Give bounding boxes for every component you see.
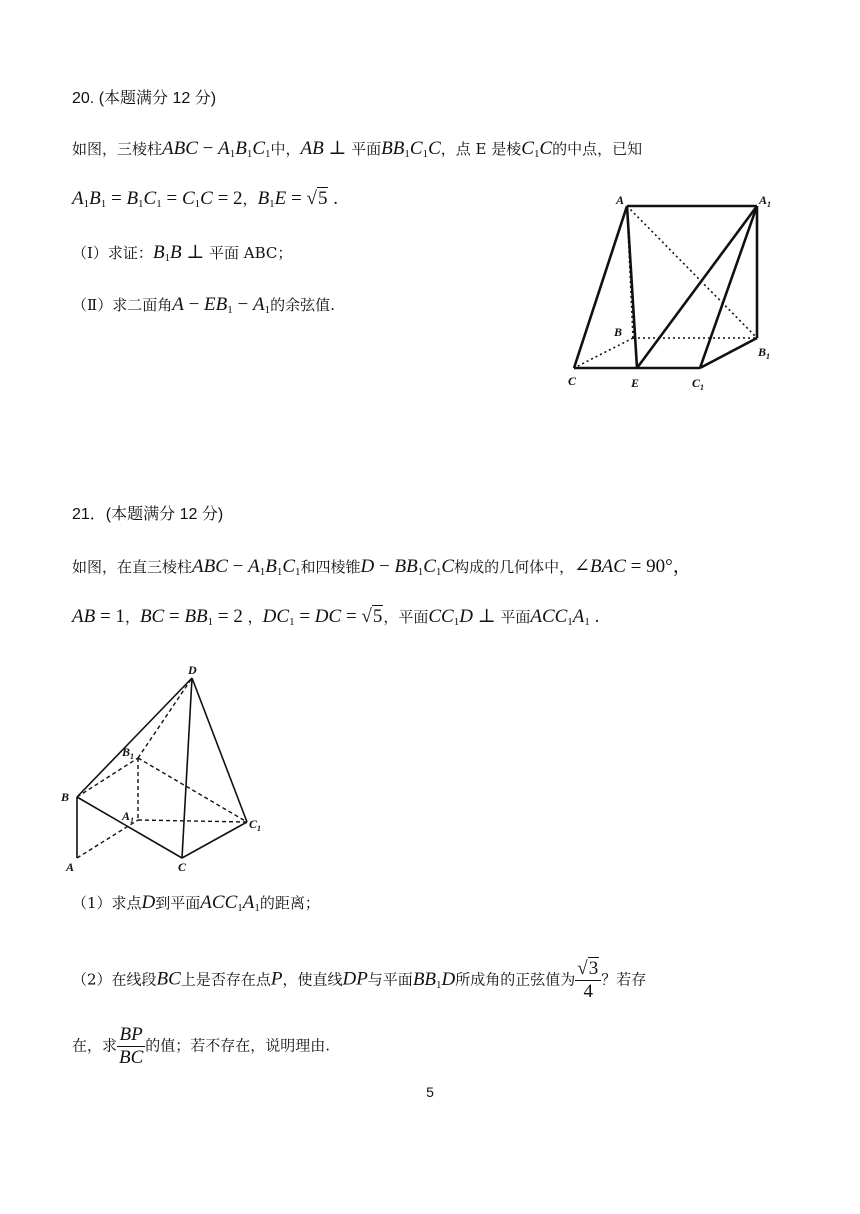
label-D: D [188,663,197,677]
q20-intro: 如图，三棱柱ABC − $A_1B_1C_1$中，AB ⊥ 平面$BB_1C_1C$，点 E 是棱$C_1C$的中点，已知 [72,138,643,160]
label-C: C [568,374,577,388]
label-E: E [631,376,640,390]
label-A: A [616,193,625,207]
label-C: C [178,860,187,874]
q21-part2: （2）在线段BC上是否存在点P，使直线DP与平面$BB_1D$所成角的正弦值为 $\frac{√3}{4}$ ？若存 [72,958,647,1002]
label-A1: $A_1$ [759,193,772,209]
q21-vertex-labels [60,663,261,874]
q20-header: 20. (本题满分 12 分) [72,90,217,107]
q21-part2-cont: 在，求 $\frac{BP}{BC}$ 的值；若不存在，说明理由. [72,1024,331,1068]
label-C1: $C_1$ [692,376,705,392]
label-C1: $C_1$ [249,817,262,833]
label-B: B [61,790,70,804]
q21-intro: 如图，在直三棱柱ABC − $A_1B_1C_1$和四棱锥$D - BB_1C_1C$构成的几何体中，∠BAC = 90°， [72,556,692,578]
sqrt3-over-4-fraction: $\frac{√3}{4}$ [575,958,601,1003]
label-B1: $B_1$ [758,345,771,361]
label-A1: $A_1$ [122,809,135,825]
label-B1: $B_1$ [122,745,135,761]
bp-over-bc-fraction: $\frac{BP}{BC}$ [119,1024,144,1068]
q21-pyramid-figure [58,660,278,875]
q20-part2: （Ⅱ）求二面角$A - EB_1 - A_1$的余弦值. [72,294,335,316]
q21-part1: （1）求点D到平面$ACC_1A_1$的距离； [72,892,320,914]
label-A: A [66,860,75,874]
q20-prism-figure [560,188,790,398]
page-number: 5 [426,1084,434,1100]
label-B: B [614,325,623,339]
q20-given: $A_1B_1 = B_1C_1 = C_1C = 2$，$B_1E = √5$ . [72,188,338,210]
q21-header: 21．(本题满分 12 分) [72,506,224,523]
q20-part1: （Ⅰ）求证：$B_1B$ ⊥ 平面 ABC； [72,242,293,264]
q21-given: AB = 1，BC = $BB_1 = 2$ ，$DC_1$ = DC = √5，平面$CC_1D$ ⊥ 平面$ACC_1A_1$ . [72,606,600,628]
